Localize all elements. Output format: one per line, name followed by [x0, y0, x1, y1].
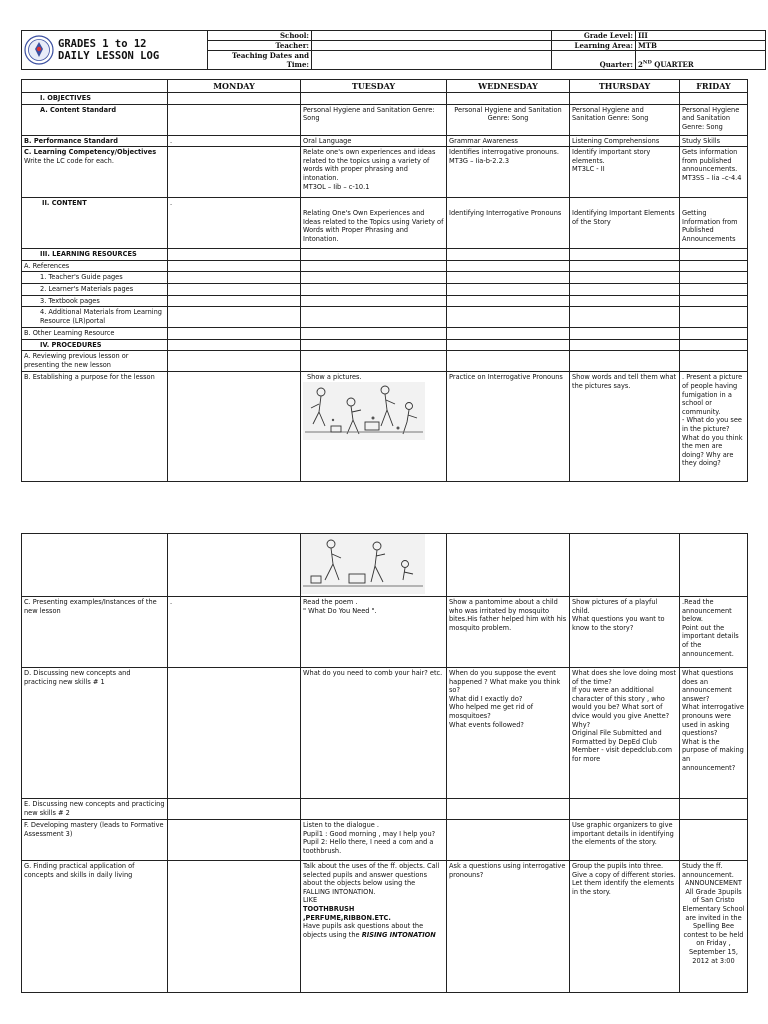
cell-ps-wed[interactable]: Grammar Awareness — [447, 135, 570, 147]
references-label: A. References — [22, 260, 168, 272]
cell-lc-fri[interactable]: Gets information from published announcements. MT3SS – Iia –c-4.4 — [680, 147, 748, 198]
cell-ct-thu[interactable]: Identifying Important Elements of the Story — [570, 198, 680, 249]
additional-materials-label: 4. Additional Materials from Learning Resource (LR)portal — [22, 307, 168, 328]
objectives-heading: I. OBJECTIVES — [22, 93, 168, 105]
cell-c-thu[interactable]: Show pictures of a playful child. What questions you want to know to the story? — [570, 597, 680, 668]
proc-d-label: D. Discussing new concepts and practicing new skills # 1 — [22, 668, 168, 799]
cell-cs-wed[interactable]: Personal Hygiene and Sanitation Genre: Song — [447, 104, 570, 135]
proc-f-label: F. Developing mastery (leads to Formative Assessment 3) — [22, 820, 168, 861]
cell-b-thu[interactable]: Show words and tell them what the pictures says. — [570, 372, 680, 482]
cell-b-fri[interactable]: . Present a picture of people having fumigation in a school or community. - What do you see in the picture? What do you think the men are doing? Why are they doing? — [680, 372, 748, 482]
dates-label: Teaching Dates and Time: — [208, 51, 312, 70]
cell-b-wed[interactable]: Practice on Interrogative Pronouns — [447, 372, 570, 482]
cell-d-tue[interactable]: What do you need to comb your hair? etc. — [301, 668, 447, 799]
hygiene-illustration-icon — [303, 382, 425, 440]
cell-c-fri[interactable]: .Read the announcement below. Point out the important details of the announcement. — [680, 597, 748, 668]
corner-cell — [22, 80, 168, 93]
performance-standard-label: B. Performance Standard — [22, 135, 168, 147]
cell-c-tue[interactable]: Read the poem . " What Do You Need ". — [301, 597, 447, 668]
area-value[interactable]: MTB — [636, 41, 766, 51]
content-heading: II. CONTENT — [22, 198, 168, 249]
cell-f-thu[interactable]: Use graphic organizers to give important details in identifying the elements of the story. — [570, 820, 680, 861]
cell-ct-fri[interactable]: Getting Information from Published Announcements — [680, 198, 748, 249]
lesson-log-table-continued: C. Presenting examples/Instances of the new lesson . Read the poem . " What Do You Need ". Show a pantomime about a child who was irritated by mosquito bites.His father helped him with his mosquito problem. Show pictures of a playful child. What questions you want to know to the story? .Read the announcement below. Point out the important details of the announcement. D. Discussing new concepts and practicing new skills # 1 What do you need to comb your hair? etc. When do you suppose the event happened ? What make you think so? What did I exactly do? Who helped me get rid of mosquitoes? What events followed? What does she love doing most of the time? If you were an additional character of this story , who would you be? What sort of dvice would you give Anette? Why? Original File Submitted and Formatted by DepEd Club Member - visit depedclub.com for more What questions does an announcement answer? What interrogative pronouns were used in asking questions? What is the purpose of making an announcement? E. Discussing new concepts and practicing new skills # 2 F. Developing mastery (leads to Formative Assessment 3) Listen to the dialogue . Pupil1 : Good morning , may I help you? Pupil 2: Hello there, I need a com and a toothbrush. Use graphic organizers to give important details in identifying the elements of the story. G. Finding practical application of concepts and skills in daily living Talk about the uses of the ff. objects. Call selected pupils and answer questions about the objects below using the FALLING INTONATION. LIKE TOOTHBRUSH ,PERFUME,RIBBON.ETC. Have pupils ask questions about the objects using the RISING INTONATION Ask a questions using interrogative pronouns? Group the pupils into three. Give a copy of different stories. Let them identify the elements in the story. Study the ff. announcement. ANNOUNCEMENT All Grade 3pupils of San Cristo Elementary School are invited in the Spelling Bee contest to be held on Friday , September 15, 2012 at 3:00 — [21, 533, 748, 993]
quarter-value[interactable]: 2ND QUARTER — [636, 51, 766, 70]
deped-seal-icon — [24, 35, 54, 65]
proc-e-label: E. Discussing new concepts and practicing new skills # 2 — [22, 799, 168, 820]
cell-d-wed[interactable]: When do you suppose the event happened ? What make you think so? What did I exactly do? Who helped me get rid of mosquitoes? What events followed? — [447, 668, 570, 799]
proc-g-label: G. Finding practical application of concepts and skills in daily living — [22, 861, 168, 993]
cell-lc-tue[interactable]: Relate one's own experiences and ideas related to the topics using a variety of words with proper phrasing and intonation. MT3OL – Iib – c-10.1 — [301, 147, 447, 198]
hygiene-illustration-continued-icon — [301, 534, 425, 594]
teacher-value[interactable] — [312, 41, 552, 51]
day-header-wednesday: WEDNESDAY — [447, 80, 570, 93]
tg-pages-label: 1. Teacher's Guide pages — [22, 272, 168, 284]
school-value[interactable] — [312, 31, 552, 41]
proc-b-label: B. Establishing a purpose for the lesson — [22, 372, 168, 482]
grade-label: Grade Level: — [552, 31, 636, 41]
header-title-cell — [22, 31, 208, 70]
day-header-thursday: THURSDAY — [570, 80, 680, 93]
cell-c-wed[interactable]: Show a pantomime about a child who was irritated by mosquito bites.His father helped him with his mosquito problem. — [447, 597, 570, 668]
grade-value[interactable]: III — [636, 31, 766, 41]
cell-f-tue[interactable]: Listen to the dialogue . Pupil1 : Good morning , may I help you? Pupil 2: Hello there, I need a com and a toothbrush. — [301, 820, 447, 861]
cell-g-fri[interactable]: Study the ff. announcement. ANNOUNCEMENT All Grade 3pupils of San Cristo Elementary School are invited in the Spelling Bee contest to be held on Friday , September 15, 2012 at 3:00 — [680, 861, 748, 993]
header-table — [21, 30, 766, 70]
teacher-label: Teacher: — [208, 41, 312, 51]
school-label: School: — [208, 31, 312, 41]
quarter-label: Quarter: — [552, 51, 636, 70]
cell-ps-thu[interactable]: Listening Comprehensions — [570, 135, 680, 147]
cell-cs-tue[interactable]: Personal Hygiene and Sanitation Genre: Song — [301, 104, 447, 135]
cell-b-tue[interactable]: Show a pictures. — [301, 372, 447, 482]
cell-ps-fri[interactable]: Study Skills — [680, 135, 748, 147]
day-header-friday: FRIDAY — [680, 80, 748, 93]
proc-a-label: A. Reviewing previous lesson or presenting the new lesson — [22, 351, 168, 372]
procedures-heading: IV. PROCEDURES — [22, 339, 168, 351]
cell-g-wed[interactable]: Ask a questions using interrogative pronouns? — [447, 861, 570, 993]
dates-value[interactable] — [312, 51, 552, 70]
cell-g-tue[interactable]: Talk about the uses of the ff. objects. Call selected pupils and answer questions about the objects below using the FALLING INTONATION. LIKE TOOTHBRUSH ,PERFUME,RIBBON.ETC. Have pupils ask questions about the objects using the RISING INTONATION — [301, 861, 447, 993]
lm-pages-label: 2. Learner's Materials pages — [22, 283, 168, 295]
cell-lc-thu[interactable]: Identify important story elements. MT3LC - II — [570, 147, 680, 198]
cell-g-thu[interactable]: Group the pupils into three. Give a copy of different stories. Let them identify the elements in the story. — [570, 861, 680, 993]
proc-c-label: C. Presenting examples/Instances of the new lesson — [22, 597, 168, 668]
resources-heading: III. LEARNING RESOURCES — [22, 249, 168, 261]
cell-lc-wed[interactable]: Identifies interrogative pronouns. MT3G – Iia-b-2.2.3 — [447, 147, 570, 198]
cell-d-fri[interactable]: What questions does an announcement answer? What interrogative pronouns were used in asking questions? What is the purpose of making an announcement? — [680, 668, 748, 799]
cell-ps-tue[interactable]: Oral Language — [301, 135, 447, 147]
day-header-monday: MONDAY — [168, 80, 301, 93]
title-line2: DAILY LESSON LOG — [58, 50, 160, 62]
content-standard-label: A. Content Standard — [22, 104, 168, 135]
title-line1: GRADES 1 to 12 — [58, 38, 147, 50]
cell-ct-tue[interactable]: Relating One's Own Experiences and Ideas related to the Topics using Variety of Words with Proper Phrasing and Intonation. — [301, 198, 447, 249]
lesson-log-table: MONDAY TUESDAY WEDNESDAY THURSDAY FRIDAY I. OBJECTIVES A. Content Standard Personal Hygiene and Sanitation Genre: Song Personal Hygiene and Sanitation Genre: Song Personal Hygiene and Sanitation Genre: Song Personal Hygiene and Sanitation Genre: Song B. Performance Standard . Oral Language Grammar Awareness Listening Comprehensions Study Skills C. Learning Competency/Objectives Write the LC code for each. Relate one's own experiences and ideas related to the topics using a variety of words with proper phrasing and intonation. MT3OL – Iib – c-10.1 Identifies interrogative pronouns. MT3G – Iia-b-2.2.3 Identify important story elements. MT3LC - II Gets information from published announcements. MT3SS – Iia –c-4.4 II. CONTENT . Relating One's Own Experiences and Ideas related to the Topics using Variety of Words with Proper Phrasing and Intonation. Identifying Interrogative Pronouns Identifying Important Elements of the Story Getting Information from Published Announcements III. LEARNING RESOURCES A. References 1. Teacher's Guide pages 2. Learner's Materials pages 3. Textbook pages 4. Additional Materials from Learning Resource (LR)portal B. Other Learning Resource IV. PROCEDURES A. Reviewing previous lesson or presenting the new lesson B. Establishing a purpose for the lesson Show a pictures. Practice on Interrogative Pronouns Show words and tell them what the pictures says. . Present a picture of people having fumigation in a school or community. - What do you see in the picture? What do you think the men are doing? Why are they doing? — [21, 79, 748, 482]
cell-d-thu[interactable]: What does she love doing most of the time? If you were an additional character of this story , who would you be? What sort of dvice would you give Anette? Why? Original File Submitted and Formatted by DepEd Club Member - visit depedclub.com for more — [570, 668, 680, 799]
cell-b-tue-continued[interactable] — [301, 534, 447, 597]
other-resource-label: B. Other Learning Resource — [22, 328, 168, 340]
area-label: Learning Area: — [552, 41, 636, 51]
cell-cs-thu[interactable]: Personal Hygiene and Sanitation Genre: Song — [570, 104, 680, 135]
cell-ct-wed[interactable]: Identifying Interrogative Pronouns — [447, 198, 570, 249]
textbook-pages-label: 3. Textbook pages — [22, 295, 168, 307]
cell-cs-fri[interactable]: Personal Hygiene and Sanitation Genre: Song — [680, 104, 748, 135]
competency-label: C. Learning Competency/Objectives Write the LC code for each. — [22, 147, 168, 198]
day-header-tuesday: TUESDAY — [301, 80, 447, 93]
